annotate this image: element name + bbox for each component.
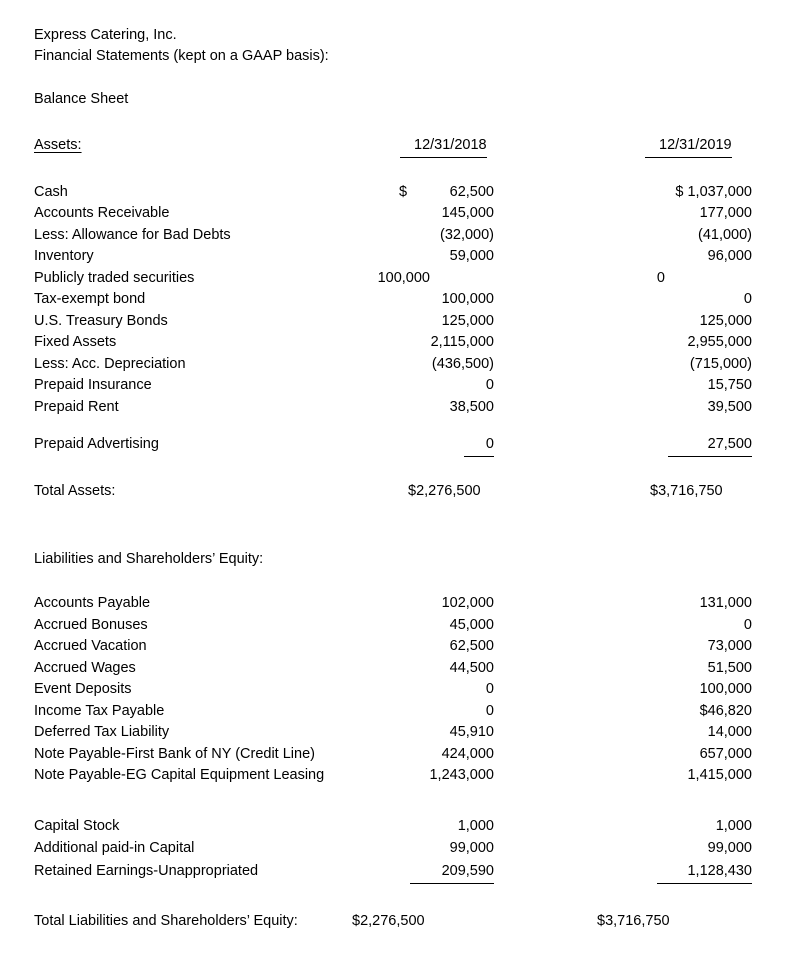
- asset-row-label: Fixed Assets: [34, 334, 117, 350]
- liability-row-value-2019: 657,000: [699, 746, 752, 762]
- liability-row-value-2019: 51,500: [707, 660, 752, 676]
- liability-row-value-2018: 0: [485, 703, 494, 719]
- liability-row-value-2019: 14,000: [707, 724, 752, 740]
- liability-row-value-2019: 131,000: [699, 595, 752, 611]
- column-header-2019: 12/31/2019: [645, 135, 732, 158]
- liability-row-value-2019: 73,000: [707, 638, 752, 654]
- asset-row-label: Accounts Receivable: [34, 205, 170, 221]
- asset-row-value-2019: 0: [656, 270, 665, 286]
- statement-title: Balance Sheet: [34, 91, 129, 107]
- liability-row-label: Accrued Vacation: [34, 638, 147, 654]
- liability-row-label: Note Payable-EG Capital Equipment Leasing: [34, 767, 325, 783]
- equity-row-value-2018: 209,590: [410, 861, 494, 884]
- asset-row-label: U.S. Treasury Bonds: [34, 313, 168, 329]
- equity-row-value-2019: 1,000: [715, 818, 752, 834]
- asset-row-value-2019: (715,000): [689, 356, 752, 372]
- total-assets-value-2019: $3,716,750: [650, 483, 723, 499]
- liability-row-value-2018: 0: [485, 681, 494, 697]
- liability-row-value-2019: $46,820: [699, 703, 752, 719]
- asset-row-value-2018: 38,500: [449, 399, 494, 415]
- asset-row-value-2018: 0: [464, 434, 494, 457]
- equity-row-value-2018: 99,000: [449, 840, 494, 856]
- liability-row-label: Note Payable-First Bank of NY (Credit Line): [34, 746, 315, 762]
- equity-row-label: Retained Earnings-Unappropriated: [34, 863, 259, 879]
- asset-row-label: Less: Allowance for Bad Debts: [34, 227, 231, 243]
- asset-row-value-2018: 0: [485, 377, 494, 393]
- equity-row-label: Additional paid-in Capital: [34, 840, 195, 856]
- asset-row-value-2018: (436,500): [431, 356, 494, 372]
- liability-row-label: Accrued Wages: [34, 660, 136, 676]
- asset-row-value-2018: 145,000: [441, 205, 494, 221]
- liability-row-value-2018: 45,000: [449, 617, 494, 633]
- asset-row-value-2018: 62,500: [449, 184, 494, 200]
- total-liabilities-equity-value-2019: $3,716,750: [597, 913, 670, 929]
- liability-row-value-2018: 45,910: [449, 724, 494, 740]
- equity-row-label: Capital Stock: [34, 818, 120, 834]
- asset-row-value-2019: 39,500: [707, 399, 752, 415]
- asset-row-label: Prepaid Advertising: [34, 436, 159, 452]
- asset-row-value-2019: 125,000: [699, 313, 752, 329]
- asset-row-label: Prepaid Insurance: [34, 377, 152, 393]
- asset-row-value-2018: 100,000: [441, 291, 494, 307]
- asset-row-value-2019: 177,000: [699, 205, 752, 221]
- liability-row-label: Income Tax Payable: [34, 703, 165, 719]
- asset-row-value-2019: 0: [743, 291, 752, 307]
- currency-symbol-2018: $: [399, 184, 408, 200]
- asset-row-label: Less: Acc. Depreciation: [34, 356, 186, 372]
- liability-row-value-2018: 424,000: [441, 746, 494, 762]
- column-header-2018: 12/31/2018: [400, 135, 487, 158]
- asset-row-value-2018: 125,000: [441, 313, 494, 329]
- liability-row-value-2018: 102,000: [441, 595, 494, 611]
- total-assets-label: Total Assets:: [34, 483, 116, 499]
- liability-row-label: Accounts Payable: [34, 595, 151, 611]
- asset-row-value-2019: 96,000: [707, 248, 752, 264]
- assets-section-header: Assets:: [34, 137, 82, 153]
- company-name: Express Catering, Inc.: [34, 27, 177, 43]
- asset-row-label: Inventory: [34, 248, 94, 264]
- asset-row-label: Publicly traded securities: [34, 270, 195, 286]
- asset-row-value-2019: 27,500: [668, 434, 752, 457]
- asset-row-value-2019: (41,000): [697, 227, 752, 243]
- asset-row-label: Tax-exempt bond: [34, 291, 146, 307]
- liability-row-value-2018: 62,500: [449, 638, 494, 654]
- asset-row-value-2019: 15,750: [707, 377, 752, 393]
- total-liabilities-equity-label: Total Liabilities and Shareholders’ Equity:: [34, 913, 298, 929]
- liability-row-label: Deferred Tax Liability: [34, 724, 170, 740]
- asset-row-value-2018: 2,115,000: [430, 334, 494, 350]
- asset-row-value-2018: (32,000): [439, 227, 494, 243]
- asset-row-label: Cash: [34, 184, 68, 200]
- total-assets-value-2018: $2,276,500: [408, 483, 481, 499]
- document-subtitle: Financial Statements (kept on a GAAP basis):: [34, 48, 329, 64]
- equity-row-value-2019: 99,000: [707, 840, 752, 856]
- asset-row-value-2018: 59,000: [449, 248, 494, 264]
- asset-row-label: Prepaid Rent: [34, 399, 119, 415]
- equity-row-value-2018: 1,000: [457, 818, 494, 834]
- asset-row-value-2018: 100,000: [377, 270, 430, 286]
- asset-row-value-2019: 2,955,000: [687, 334, 752, 350]
- liabilities-equity-section-header: Liabilities and Shareholders’ Equity:: [34, 551, 264, 567]
- liability-row-value-2019: 1,415,000: [687, 767, 752, 783]
- asset-row-value-2019: $ 1,037,000: [675, 184, 752, 200]
- liability-row-value-2019: 0: [743, 617, 752, 633]
- liability-row-value-2019: 100,000: [699, 681, 752, 697]
- liability-row-label: Event Deposits: [34, 681, 132, 697]
- equity-row-value-2019: 1,128,430: [657, 861, 752, 884]
- liability-row-value-2018: 1,243,000: [429, 767, 494, 783]
- liability-row-label: Accrued Bonuses: [34, 617, 148, 633]
- total-liabilities-equity-value-2018: $2,276,500: [352, 913, 425, 929]
- liability-row-value-2018: 44,500: [449, 660, 494, 676]
